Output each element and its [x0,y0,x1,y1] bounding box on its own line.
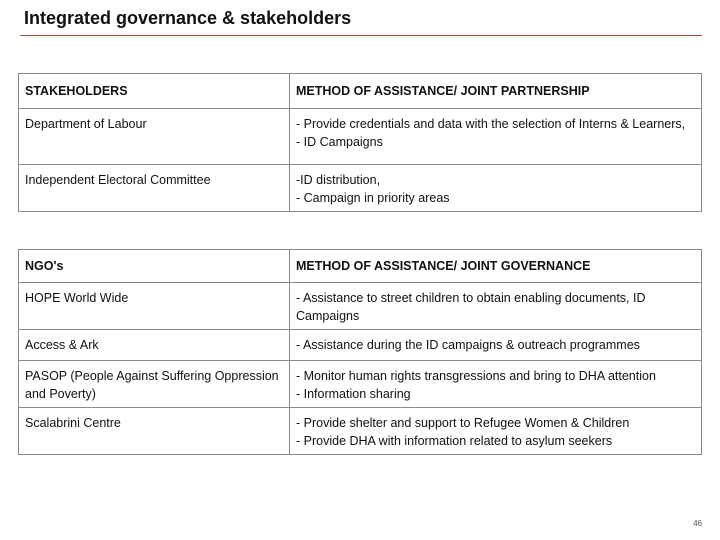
stakeholder-cell: PASOP (People Against Suffering Oppression and Poverty) [19,361,290,408]
stakeholder-cell: HOPE World Wide [19,283,290,330]
stakeholder-cell: Department of Labour [19,109,290,165]
table-row [19,330,702,361]
table-row [19,165,702,212]
header-method-partnership: METHOD OF ASSISTANCE/ JOINT PARTNERSHIP [290,74,702,109]
table-row [19,283,702,330]
method-cell [290,330,702,361]
method-line: - Assistance to street children to obtain enabling documents, ID Campaigns [296,291,646,323]
method-cell [290,361,702,408]
header-ngos: NGO's [19,250,290,283]
stakeholder-cell: Scalabrini Centre [19,408,290,455]
method-line: - Assistance during the ID campaigns & outreach programmes [296,338,640,352]
table-row [19,408,702,455]
method-cell [290,165,702,212]
header-method-governance: METHOD OF ASSISTANCE/ JOINT GOVERNANCE [290,250,702,283]
table-header-row [19,250,702,283]
title-divider [20,35,702,36]
table-header-row [19,74,702,109]
method-line: - Provide DHA with information related to asylum seekers [296,434,613,448]
method-line: - ID Campaigns [296,135,383,149]
stakeholder-cell: Independent Electoral Committee [19,165,290,212]
partners-table [18,73,702,212]
method-cell [290,283,702,330]
method-line: - Campaign in priority areas [296,191,450,205]
method-cell [290,109,702,165]
table-row [19,361,702,408]
method-line: - Provide credentials and data with the selection of Interns & Learners, [296,117,686,131]
method-line: - Monitor human rights transgressions and bring to DHA attention [296,369,656,383]
method-line: - Information sharing [296,387,411,401]
method-line: -ID distribution, [296,173,381,187]
table-row [19,109,702,165]
header-stakeholders: STAKEHOLDERS [19,74,290,109]
stakeholder-cell: Access & Ark [19,330,290,361]
page-number: 46 [693,519,702,528]
method-line: - Provide shelter and support to Refugee Women & Children [296,416,630,430]
page-title: Integrated governance & stakeholders [24,8,352,28]
ngo-table [18,249,702,455]
method-cell [290,408,702,455]
